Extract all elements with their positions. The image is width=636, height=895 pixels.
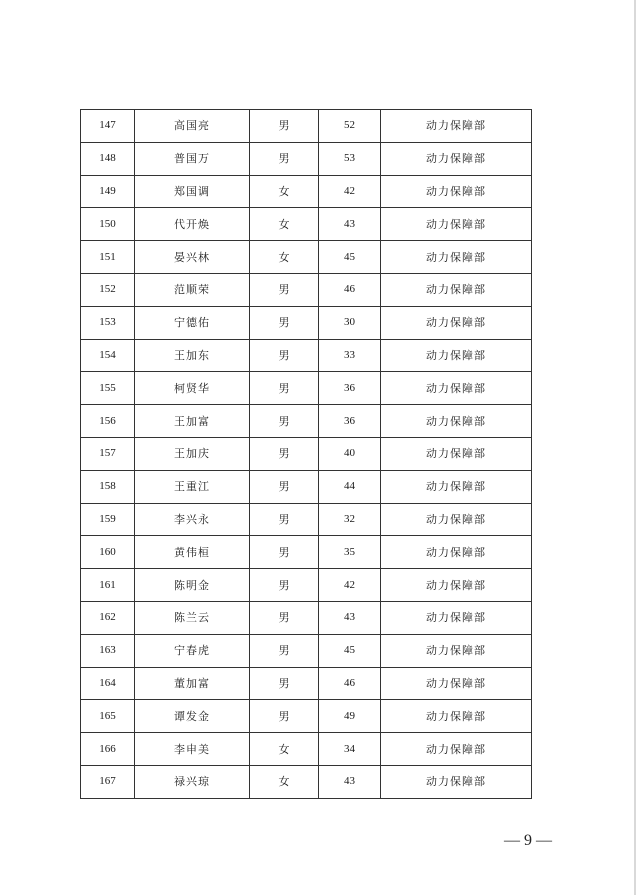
cell-age: 36	[319, 372, 381, 405]
cell-department: 动力保障部	[381, 273, 532, 306]
cell-name: 郑国调	[135, 175, 250, 208]
cell-department: 动力保障部	[381, 470, 532, 503]
table-row	[81, 601, 532, 634]
table-row	[81, 372, 532, 405]
cell-gender: 男	[250, 273, 319, 306]
cell-name: 宁德佑	[135, 306, 250, 339]
cell-gender: 男	[250, 569, 319, 602]
cell-gender: 男	[250, 536, 319, 569]
cell-serial-number: 158	[81, 470, 135, 503]
cell-department: 动力保障部	[381, 405, 532, 438]
cell-name: 王加东	[135, 339, 250, 372]
cell-gender: 男	[250, 470, 319, 503]
cell-department: 动力保障部	[381, 667, 532, 700]
cell-name: 王加庆	[135, 437, 250, 470]
table-row	[81, 306, 532, 339]
cell-gender: 男	[250, 437, 319, 470]
cell-serial-number: 147	[81, 110, 135, 143]
cell-serial-number: 167	[81, 765, 135, 798]
cell-name: 董加富	[135, 667, 250, 700]
cell-name: 陈兰云	[135, 601, 250, 634]
table-row	[81, 569, 532, 602]
table-row	[81, 110, 532, 143]
cell-name: 范顺荣	[135, 273, 250, 306]
cell-name: 柯贤华	[135, 372, 250, 405]
cell-serial-number: 160	[81, 536, 135, 569]
cell-age: 40	[319, 437, 381, 470]
cell-department: 动力保障部	[381, 503, 532, 536]
cell-department: 动力保障部	[381, 241, 532, 274]
cell-department: 动力保障部	[381, 175, 532, 208]
cell-gender: 男	[250, 634, 319, 667]
cell-age: 34	[319, 733, 381, 766]
personnel-table	[80, 109, 532, 799]
table-row	[81, 765, 532, 798]
cell-serial-number: 154	[81, 339, 135, 372]
table-row	[81, 700, 532, 733]
cell-department: 动力保障部	[381, 765, 532, 798]
cell-serial-number: 157	[81, 437, 135, 470]
table-row	[81, 142, 532, 175]
cell-serial-number: 150	[81, 208, 135, 241]
cell-age: 46	[319, 667, 381, 700]
cell-serial-number: 162	[81, 601, 135, 634]
table-row	[81, 208, 532, 241]
cell-department: 动力保障部	[381, 569, 532, 602]
cell-age: 30	[319, 306, 381, 339]
table-row	[81, 634, 532, 667]
table-row	[81, 339, 532, 372]
cell-name: 谭发金	[135, 700, 250, 733]
cell-serial-number: 156	[81, 405, 135, 438]
table-row	[81, 405, 532, 438]
cell-department: 动力保障部	[381, 634, 532, 667]
cell-gender: 男	[250, 339, 319, 372]
cell-serial-number: 166	[81, 733, 135, 766]
cell-serial-number: 163	[81, 634, 135, 667]
cell-department: 动力保障部	[381, 208, 532, 241]
cell-department: 动力保障部	[381, 372, 532, 405]
cell-department: 动力保障部	[381, 601, 532, 634]
cell-age: 36	[319, 405, 381, 438]
cell-serial-number: 152	[81, 273, 135, 306]
cell-age: 44	[319, 470, 381, 503]
cell-name: 普国万	[135, 142, 250, 175]
cell-serial-number: 155	[81, 372, 135, 405]
cell-gender: 男	[250, 306, 319, 339]
cell-age: 33	[319, 339, 381, 372]
cell-name: 李申美	[135, 733, 250, 766]
cell-serial-number: 153	[81, 306, 135, 339]
table-row	[81, 667, 532, 700]
cell-age: 43	[319, 208, 381, 241]
table-row	[81, 175, 532, 208]
cell-name: 王重江	[135, 470, 250, 503]
cell-age: 45	[319, 634, 381, 667]
table-row	[81, 536, 532, 569]
table-row	[81, 503, 532, 536]
cell-age: 43	[319, 765, 381, 798]
cell-serial-number: 151	[81, 241, 135, 274]
cell-name: 晏兴林	[135, 241, 250, 274]
cell-gender: 男	[250, 372, 319, 405]
cell-name: 高国亮	[135, 110, 250, 143]
cell-department: 动力保障部	[381, 733, 532, 766]
cell-department: 动力保障部	[381, 700, 532, 733]
cell-serial-number: 149	[81, 175, 135, 208]
table-row	[81, 241, 532, 274]
cell-age: 45	[319, 241, 381, 274]
cell-department: 动力保障部	[381, 437, 532, 470]
cell-gender: 男	[250, 700, 319, 733]
cell-department: 动力保障部	[381, 339, 532, 372]
cell-age: 42	[319, 569, 381, 602]
personnel-table-body	[81, 110, 532, 799]
cell-age: 46	[319, 273, 381, 306]
cell-serial-number: 165	[81, 700, 135, 733]
cell-gender: 男	[250, 110, 319, 143]
cell-gender: 女	[250, 208, 319, 241]
cell-department: 动力保障部	[381, 306, 532, 339]
cell-gender: 女	[250, 175, 319, 208]
table-row	[81, 733, 532, 766]
cell-name: 代开焕	[135, 208, 250, 241]
cell-serial-number: 164	[81, 667, 135, 700]
cell-name: 王加富	[135, 405, 250, 438]
table-row	[81, 470, 532, 503]
cell-gender: 男	[250, 142, 319, 175]
cell-gender: 女	[250, 733, 319, 766]
cell-department: 动力保障部	[381, 142, 532, 175]
cell-gender: 女	[250, 241, 319, 274]
cell-name: 禄兴琼	[135, 765, 250, 798]
cell-serial-number: 148	[81, 142, 135, 175]
table-row	[81, 437, 532, 470]
cell-name: 宁春虎	[135, 634, 250, 667]
cell-department: 动力保障部	[381, 536, 532, 569]
cell-gender: 男	[250, 601, 319, 634]
cell-age: 32	[319, 503, 381, 536]
cell-name: 黄伟桓	[135, 536, 250, 569]
cell-serial-number: 159	[81, 503, 135, 536]
cell-gender: 男	[250, 667, 319, 700]
page-number: — 9 —	[504, 832, 552, 849]
cell-age: 35	[319, 536, 381, 569]
cell-age: 49	[319, 700, 381, 733]
cell-name: 陈明金	[135, 569, 250, 602]
cell-gender: 男	[250, 405, 319, 438]
cell-age: 52	[319, 110, 381, 143]
cell-gender: 女	[250, 765, 319, 798]
table-row	[81, 273, 532, 306]
cell-gender: 男	[250, 503, 319, 536]
cell-serial-number: 161	[81, 569, 135, 602]
cell-age: 42	[319, 175, 381, 208]
cell-age: 53	[319, 142, 381, 175]
cell-department: 动力保障部	[381, 110, 532, 143]
cell-age: 43	[319, 601, 381, 634]
cell-name: 李兴永	[135, 503, 250, 536]
